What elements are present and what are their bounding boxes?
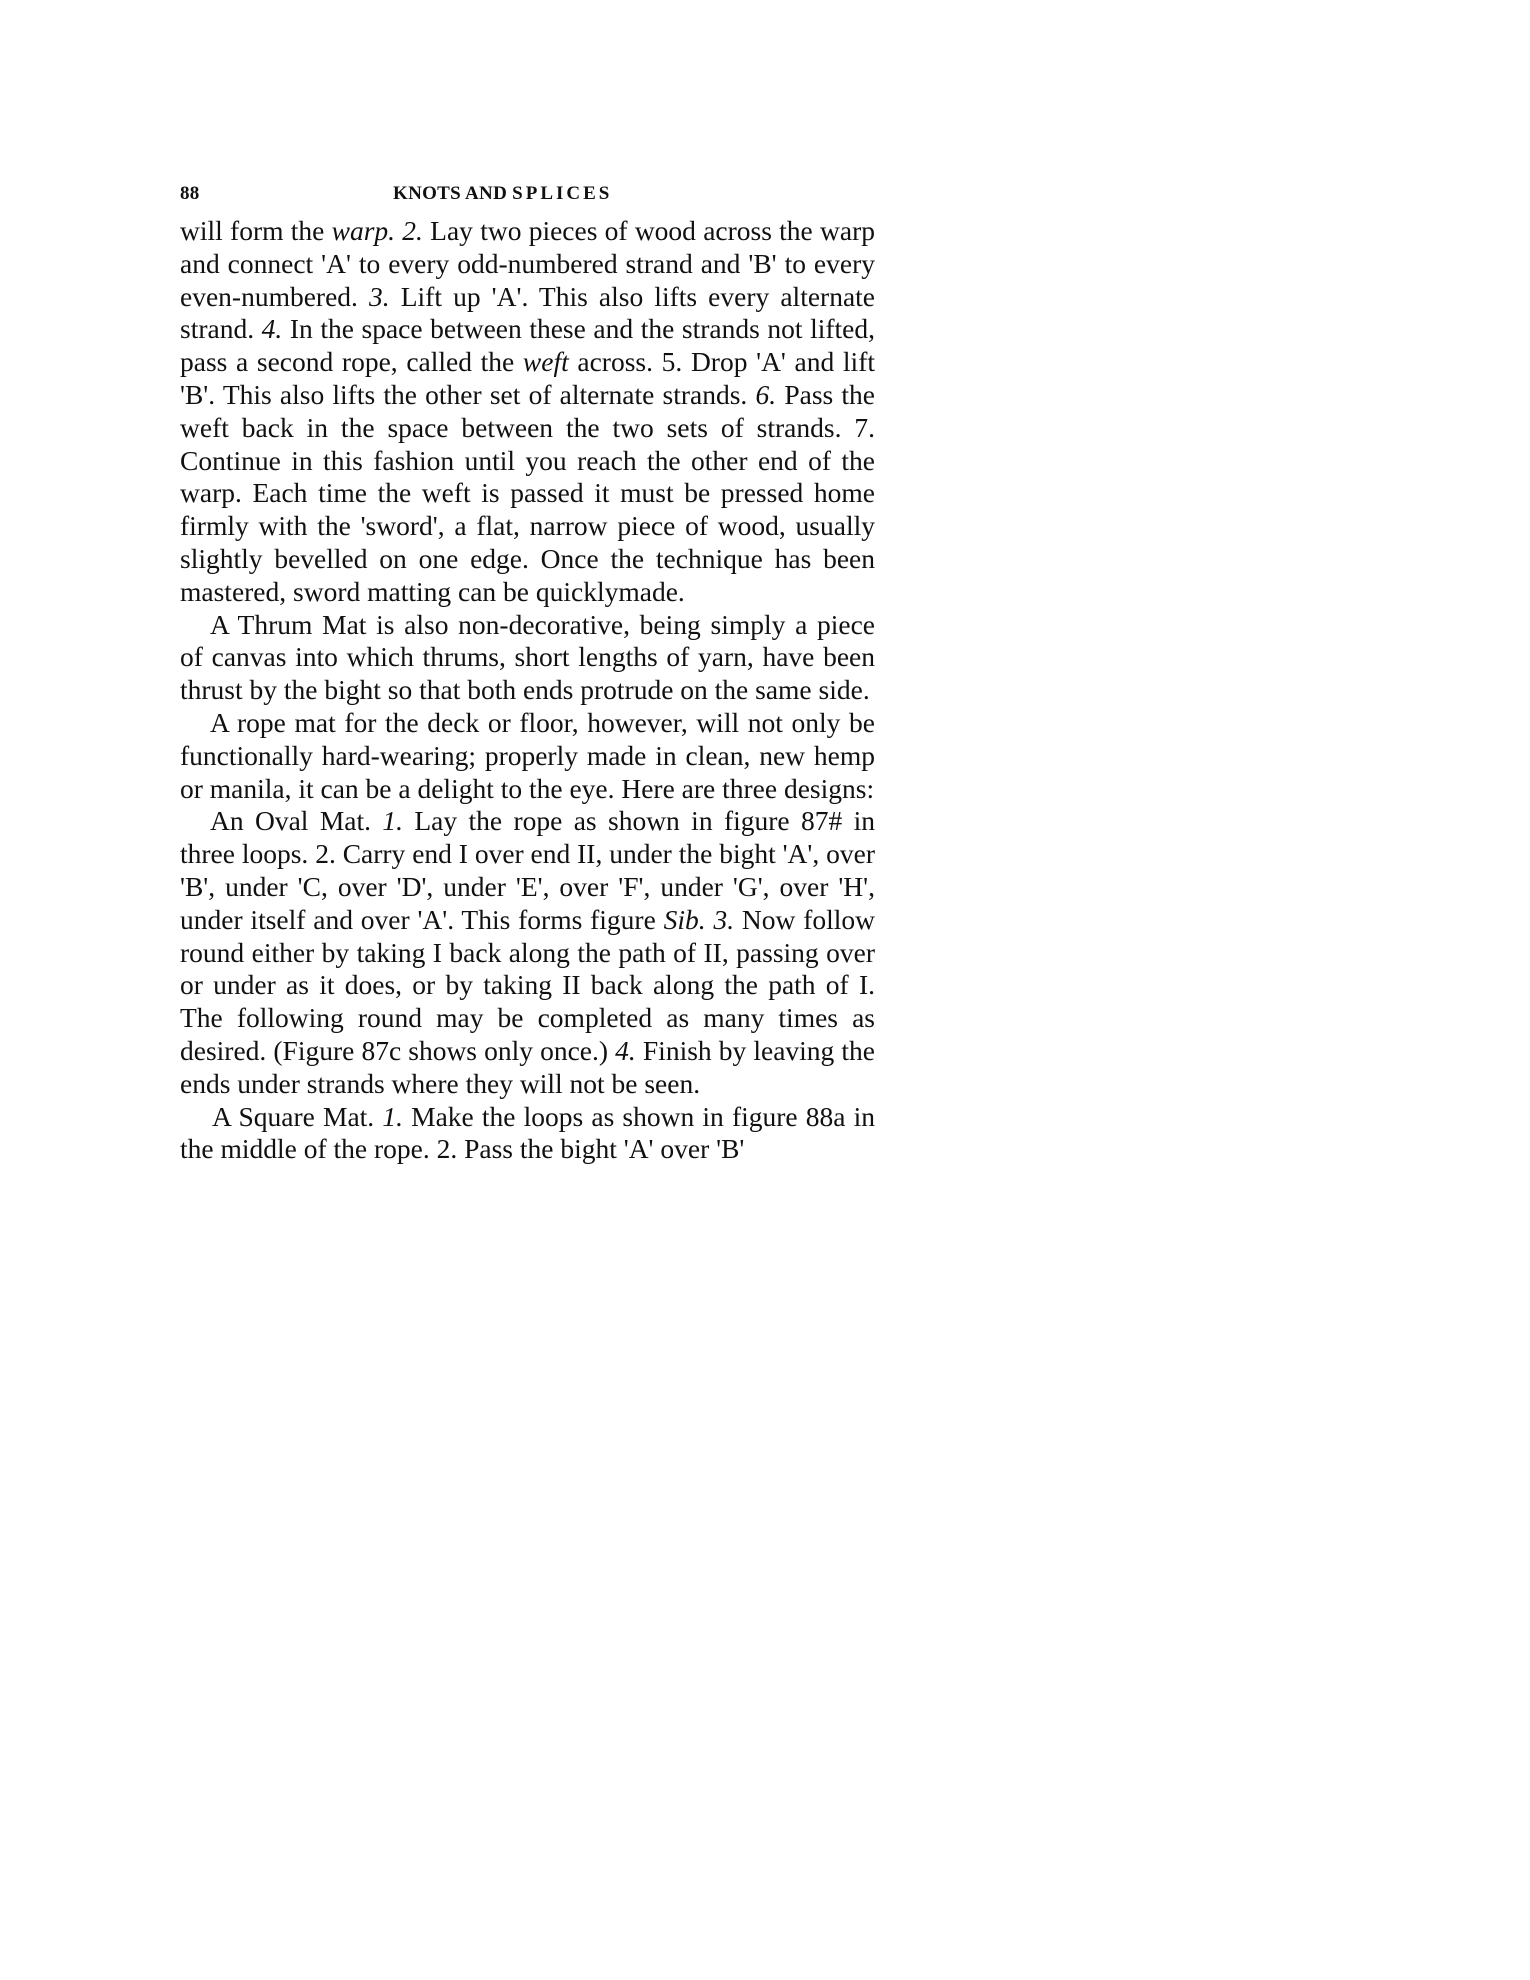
- text-run: An Oval Mat.: [210, 805, 383, 837]
- paragraph-rope-mat: [180, 707, 875, 805]
- italic-text-run: 1.: [382, 805, 403, 837]
- paragraph-sword-matting: [180, 215, 875, 609]
- text-run: In the space between these and the strands not lifted, pass a second rope, called the: [180, 313, 875, 378]
- paragraph-oval-mat: [180, 805, 875, 1100]
- text-run: Finish by leaving the ends under strands where they will not be seen.: [180, 1034, 875, 1099]
- text-run: A Square Mat.: [212, 1100, 383, 1132]
- text-run: Pass the weft back in the space between the two sets of strands. 7. Continue in this fashion until you reach the other end of the warp. Each time the weft is passed it must be pressed home firmly with the 'sword', a flat, narrow piece of wood, usually slightly bevelled on one edge. Once the technique has been mastered, sword matting can be quicklymade.: [180, 378, 876, 607]
- italic-text-run: weft: [522, 346, 569, 378]
- italic-text-run: warp. 2.: [331, 215, 423, 246]
- body-text: [180, 215, 875, 1166]
- running-title-part1: KNOTS AND: [393, 183, 513, 204]
- text-run: A Thrum Mat is also non-decorative, being simply a piece of canvas into which thrums, short lengths of yarn, have been thrust by the bight so that both ends protrude on the same side.: [180, 608, 875, 706]
- paragraph-thrum-mat: [180, 609, 875, 707]
- text-run: Make the loops as shown in figure 88a in the middle of the rope. 2. Pass the bight 'A' over 'B': [180, 1100, 875, 1165]
- running-title: [393, 183, 612, 205]
- italic-text-run: 3.: [369, 280, 390, 312]
- book-page: [180, 175, 875, 1166]
- text-run: A rope mat for the deck or floor, however, will not only be functionally hard-wearing; properly made in clean, new hemp or manila, it can be a delight to the eye. Here are three designs:: [180, 706, 875, 804]
- text-run: will form the: [180, 215, 332, 246]
- italic-text-run: 6.: [755, 378, 777, 410]
- text-run: Lay the rope as shown in figure 87# in three loops. 2. Carry end I over end II, under the bight 'A', over 'B', under 'C, over 'D', under 'E', over 'F', under 'G', over 'H', under itself and over 'A'. This forms figure: [180, 805, 875, 935]
- running-head: [180, 175, 875, 205]
- text-run: Lay two pieces of wood across the warp and connect 'A' to every odd-numbered strand and 'B' to every even-numbered.: [180, 215, 875, 312]
- italic-text-run: Sib. 3.: [663, 903, 735, 935]
- page-number: 88: [180, 183, 200, 204]
- text-run: Now follow round either by taking I back along the path of II, passing over or under as it does, or by taking II back along the path of I. The following round may be completed as many times as desired. (Figure 87c shows only once.): [180, 903, 875, 1066]
- text-run: Lift up 'A'. This also lifts every alternate strand.: [180, 280, 876, 345]
- text-run: across. 5. Drop 'A' and lift 'B'. This also lifts the other set of alternate strands.: [180, 346, 875, 410]
- italic-text-run: 1.: [382, 1100, 403, 1132]
- running-title-part2: SPLICES: [512, 183, 613, 204]
- italic-text-run: 4.: [615, 1034, 636, 1066]
- paragraph-square-mat: [180, 1101, 875, 1167]
- italic-text-run: 4.: [261, 313, 283, 345]
